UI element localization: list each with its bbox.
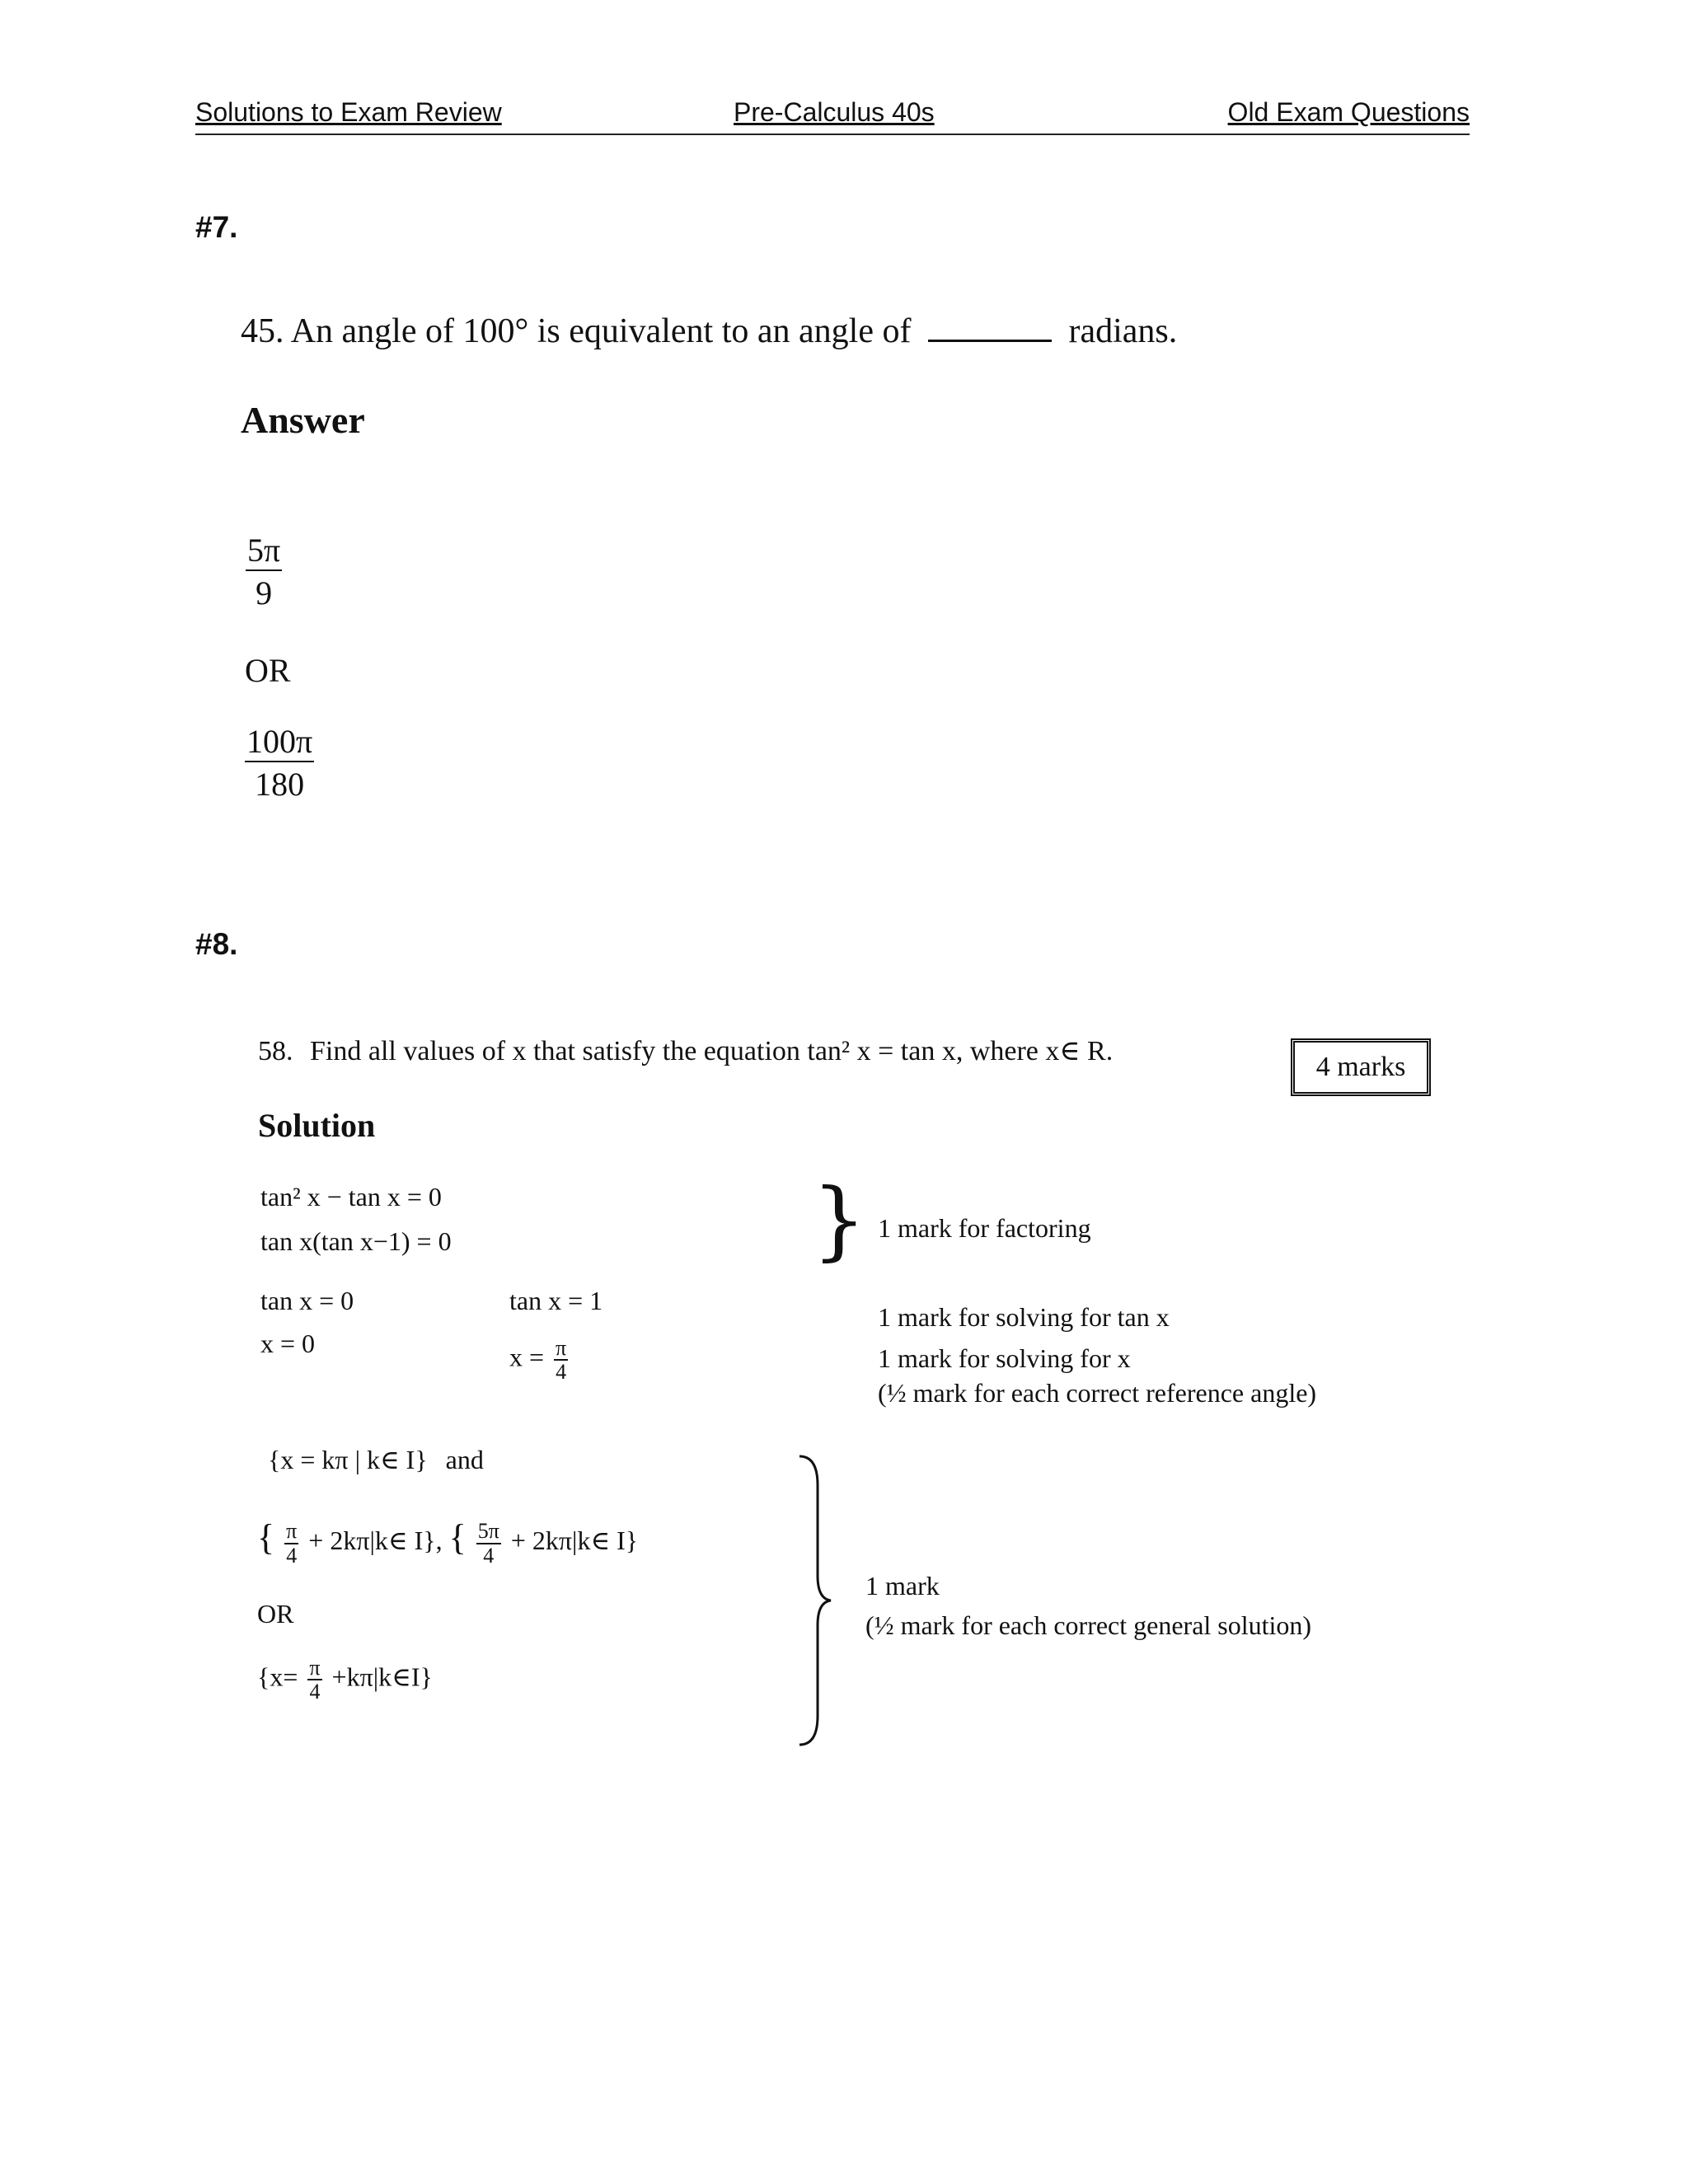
five-pi-over-4-fraction	[476, 1520, 501, 1567]
case-b-2	[509, 1337, 571, 1384]
fraction-denominator: 4	[483, 1543, 495, 1568]
solution-heading: Solution	[258, 1107, 376, 1144]
fraction-numerator: π	[286, 1519, 298, 1544]
header-course-title: Pre-Calculus 40s	[734, 97, 935, 127]
general-solution-2-a-rest: + 2kπ|k∈ I},	[308, 1526, 443, 1555]
note-solving-tan: 1 mark for solving for tan x	[878, 1302, 1170, 1332]
step-1: tan² x − tan x = 0	[260, 1182, 442, 1212]
general-solution-2	[257, 1516, 638, 1567]
open-brace: {	[448, 1517, 467, 1558]
right-brace-factoring: }	[812, 1169, 867, 1270]
case-a-2: x = 0	[260, 1329, 316, 1358]
fraction-numerator: 5π	[246, 532, 282, 571]
general-solution-3	[257, 1657, 433, 1704]
note-one-mark: 1 mark	[865, 1571, 940, 1601]
fraction-numerator: 5π	[477, 1519, 499, 1544]
pi-over-4-fraction	[284, 1520, 298, 1567]
question-58	[258, 1034, 1113, 1067]
answer-fraction-2	[245, 723, 314, 804]
answer-heading: Answer	[241, 399, 365, 441]
fraction-denominator: 4	[286, 1543, 298, 1568]
note-solving-x: 1 mark for solving for x	[878, 1343, 1131, 1373]
right-brace-general	[791, 1452, 841, 1749]
general-solution-2-b-rest: + 2kπ|k∈ I}	[510, 1526, 639, 1555]
fraction-denominator: 4	[556, 1360, 567, 1385]
fraction-denominator: 180	[255, 766, 305, 803]
and-text: and	[445, 1445, 484, 1474]
page-header	[195, 97, 1470, 135]
note-reference-angle: (½ mark for each correct reference angle)	[878, 1378, 1317, 1408]
marks-box: 4 marks	[1291, 1038, 1431, 1096]
general-solution-3-lhs: {x=	[257, 1661, 298, 1692]
header-right-title: Old Exam Questions	[1227, 97, 1470, 127]
question-58-text: Find all values of x that satisfy the equation tan² x = tan x, where x∈ R.	[310, 1036, 1114, 1066]
case-b-2-lhs: x =	[509, 1342, 545, 1372]
step-2: tan x(tan x−1) = 0	[260, 1226, 452, 1256]
or-text: OR	[245, 652, 291, 689]
note-factoring: 1 mark for factoring	[878, 1213, 1091, 1243]
question-45-number: 45.	[241, 312, 284, 350]
answer-fraction-1	[246, 532, 282, 612]
question-45-text: An angle of 100° is equivalent to an angle of	[290, 312, 912, 350]
pi-over-4-fraction	[307, 1657, 321, 1704]
question-7-label: #7.	[195, 210, 238, 244]
general-solution-1-set: {x = kπ | k∈ I}	[268, 1445, 428, 1474]
or-text-solution: OR	[257, 1599, 294, 1629]
note-general-solution: (½ mark for each correct general solution)	[865, 1610, 1312, 1640]
question-8-label: #8.	[195, 927, 238, 961]
question-45	[241, 312, 1177, 351]
fraction-numerator: 100π	[245, 723, 314, 762]
header-left-title: Solutions to Exam Review	[195, 97, 502, 127]
fraction-denominator: 9	[256, 574, 273, 612]
fraction-numerator: π	[556, 1336, 567, 1360]
general-solution-1	[268, 1444, 484, 1475]
question-58-number: 58.	[258, 1036, 293, 1066]
case-b-1: tan x = 1	[509, 1286, 603, 1315]
question-45-unit: radians.	[1068, 312, 1178, 350]
pi-over-4-fraction	[554, 1337, 568, 1384]
general-solution-3-rest: +kπ|k∈I}	[331, 1661, 433, 1692]
answer-blank	[928, 340, 1052, 342]
case-a-1: tan x = 0	[260, 1286, 354, 1315]
fraction-numerator: π	[309, 1656, 321, 1680]
open-brace: {	[257, 1517, 275, 1558]
fraction-denominator: 4	[309, 1680, 321, 1704]
